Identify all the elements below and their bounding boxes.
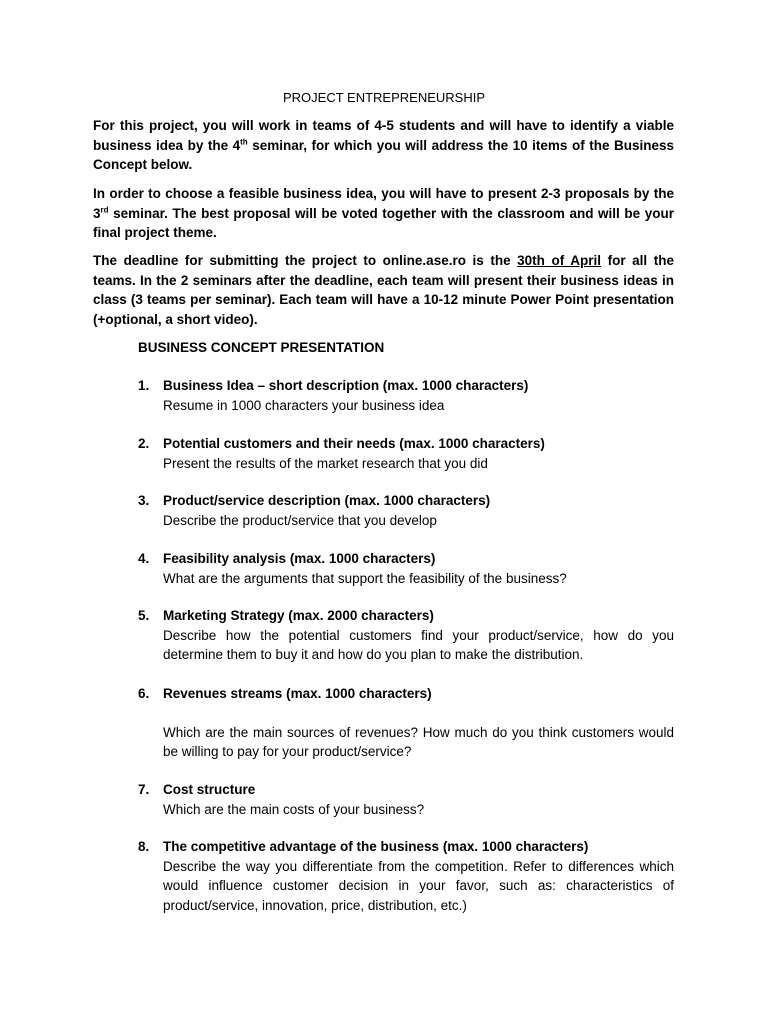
item-number: 5. (138, 608, 150, 623)
list-item (138, 434, 674, 473)
item-number: 8. (138, 839, 150, 854)
list-item (138, 684, 674, 762)
item-description: Resume in 1000 characters your business idea (163, 397, 445, 413)
section-heading: BUSINESS CONCEPT PRESENTATION (138, 340, 385, 355)
item-description: Present the results of the market research that you did (163, 455, 488, 471)
intro-paragraph-proposals: In order to choose a feasible business idea, you will have to present 2-3 proposals by the 3rd seminar. The best proposal will be voted together with the classroom and will be your final project theme. (93, 186, 674, 240)
item-title: Business Idea – short description (max. 1000 characters) (163, 378, 529, 393)
item-number: 6. (138, 686, 150, 701)
list-item (138, 780, 674, 819)
item-number: 2. (138, 436, 150, 451)
intro-paragraph-teams: For this project, you will work in teams of 4-5 students and will have to identify a viable business idea by the 4th seminar, for which you will address the 10 items of the Business Concept below. (93, 118, 674, 172)
item-description: Describe the way you differentiate from the competition. Refer to differences which would influence customer decision in your favor, such as: characteristics of product/service, innovation, price, distribution, etc.) (163, 858, 674, 913)
list-item (138, 376, 674, 415)
item-description: Describe how the potential customers find your product/service, how do you determine them to buy it and how do you plan to make the distribution. (163, 627, 674, 662)
item-title: The competitive advantage of the business (max. 1000 characters) (163, 839, 589, 854)
item-number: 7. (138, 782, 150, 797)
item-title: Product/service description (max. 1000 characters) (163, 493, 491, 508)
item-description: Which are the main sources of revenues? How much do you think customers would be willing to pay for your product/service? (163, 724, 674, 759)
item-title: Revenues streams (max. 1000 characters) (163, 686, 432, 701)
intro-paragraph-deadline: The deadline for submitting the project to online.ase.ro is the 30th of April for all the teams. In the 2 seminars after the deadline, each team will present their business ideas in class (3 teams per seminar). Each team will have a 10-12 minute Power Point presentation (+optional, a short video). (93, 253, 674, 327)
item-title: Feasibility analysis (max. 1000 characters) (163, 551, 436, 566)
item-number: 3. (138, 493, 150, 508)
list-item (138, 606, 674, 665)
item-title: Cost structure (163, 782, 256, 797)
item-description: What are the arguments that support the feasibility of the business? (163, 570, 567, 586)
item-description: Which are the main costs of your business? (163, 801, 425, 817)
item-title: Potential customers and their needs (max. 1000 characters) (163, 436, 545, 451)
item-description: Describe the product/service that you develop (163, 512, 437, 528)
list-item (138, 837, 674, 915)
item-title: Marketing Strategy (max. 2000 characters) (163, 608, 434, 623)
list-item (138, 549, 674, 588)
deadline-date: 30th of April (517, 253, 602, 268)
item-number: 4. (138, 551, 150, 566)
item-number: 1. (138, 378, 150, 393)
document-title: PROJECT ENTREPRENEURSHIP (282, 90, 485, 105)
list-item (138, 491, 674, 530)
